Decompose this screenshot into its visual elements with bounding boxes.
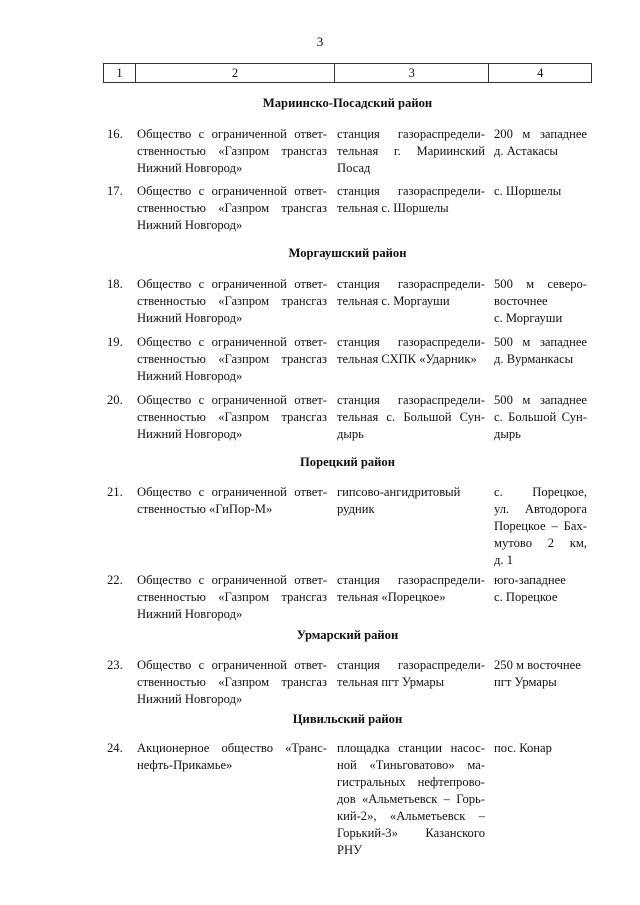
section-heading: Мариинско-Посадский район (262, 96, 433, 110)
row-number: 19. (107, 335, 123, 349)
row-number: 20. (107, 393, 123, 407)
location-cell: юго-западнее с. Порецкое (494, 573, 566, 604)
section-heading: Порецкий район (300, 455, 395, 469)
row-number: 18. (107, 277, 123, 291)
organization-cell: Общество с ограниченной ответ- ственностью «Газпром трансгаз Нижний Новгород» (137, 184, 327, 232)
column-header-4: 4 (488, 64, 592, 82)
facility-cell: площадка станции насос- ной «Тиньговатово» ма- гистральных нефтепрово- дов «Альметьевск – Горь- кий-2», «Альметьевск – Горький-3» Казанского РНУ (337, 741, 485, 857)
section-heading: Моргаушский район (288, 246, 407, 260)
facility-cell: станция газораспредели- тельная г. Мариинский Посад (337, 127, 485, 175)
location-cell: с. Шоршелы (494, 184, 562, 198)
section-heading: Урмарский район (296, 628, 399, 642)
row-number: 16. (107, 127, 123, 141)
location-cell: 200 м западнее д. Астакасы (494, 127, 587, 158)
facility-cell: станция газораспредели- тельная с. Моргауши (337, 277, 485, 308)
facility-cell: станция газораспредели- тельная пгт Урмары (337, 658, 485, 689)
column-header-2: 2 (135, 64, 334, 82)
row-number: 22. (107, 573, 123, 587)
organization-cell: Общество с ограниченной ответ- ственностью «Газпром трансгаз Нижний Новгород» (137, 127, 327, 175)
location-cell: 500 м западнее с. Большой Сун- дырь (494, 393, 587, 441)
column-number-header (103, 63, 592, 83)
location-cell: 500 м западнее д. Вурманкасы (494, 335, 587, 366)
organization-cell: Общество с ограниченной ответ- ственностью «Газпром трансгаз Нижний Новгород» (137, 658, 327, 706)
facility-cell: гипсово-ангидритовый рудник (337, 485, 461, 516)
section-heading: Цивильский район (292, 712, 403, 726)
organization-cell: Общество с ограниченной ответ- ственностью «ГиПор-М» (137, 485, 327, 516)
facility-cell: станция газораспредели- тельная с. Шоршелы (337, 184, 485, 215)
row-number: 24. (107, 741, 123, 755)
column-header-1: 1 (103, 64, 135, 82)
organization-cell: Общество с ограниченной ответ- ственностью «Газпром трансгаз Нижний Новгород» (137, 335, 327, 383)
row-number: 17. (107, 184, 123, 198)
page-number: 3 (316, 34, 324, 49)
organization-cell: Общество с ограниченной ответ- ственностью «Газпром трансгаз Нижний Новгород» (137, 277, 327, 325)
column-header-3: 3 (334, 64, 488, 82)
location-cell: 250 м восточнее пгт Урмары (494, 658, 581, 689)
facility-cell: станция газораспредели- тельная с. Большой Сун- дырь (337, 393, 485, 441)
location-cell: пос. Конар (494, 741, 552, 755)
row-number: 23. (107, 658, 123, 672)
facility-cell: станция газораспредели- тельная СХПК «Ударник» (337, 335, 485, 366)
organization-cell: Акционерное общество «Транс- нефть-Прикамье» (137, 741, 327, 772)
facility-cell: станция газораспредели- тельная «Порецкое» (337, 573, 485, 604)
organization-cell: Общество с ограниченной ответ- ственностью «Газпром трансгаз Нижний Новгород» (137, 573, 327, 621)
row-number: 21. (107, 485, 123, 499)
organization-cell: Общество с ограниченной ответ- ственностью «Газпром трансгаз Нижний Новгород» (137, 393, 327, 441)
location-cell: 500 м северо- восточнее с. Моргауши (494, 277, 587, 325)
location-cell: с. Порецкое, ул. Автодорога Порецкое – Бах- мутово 2 км, д. 1 (494, 485, 587, 567)
